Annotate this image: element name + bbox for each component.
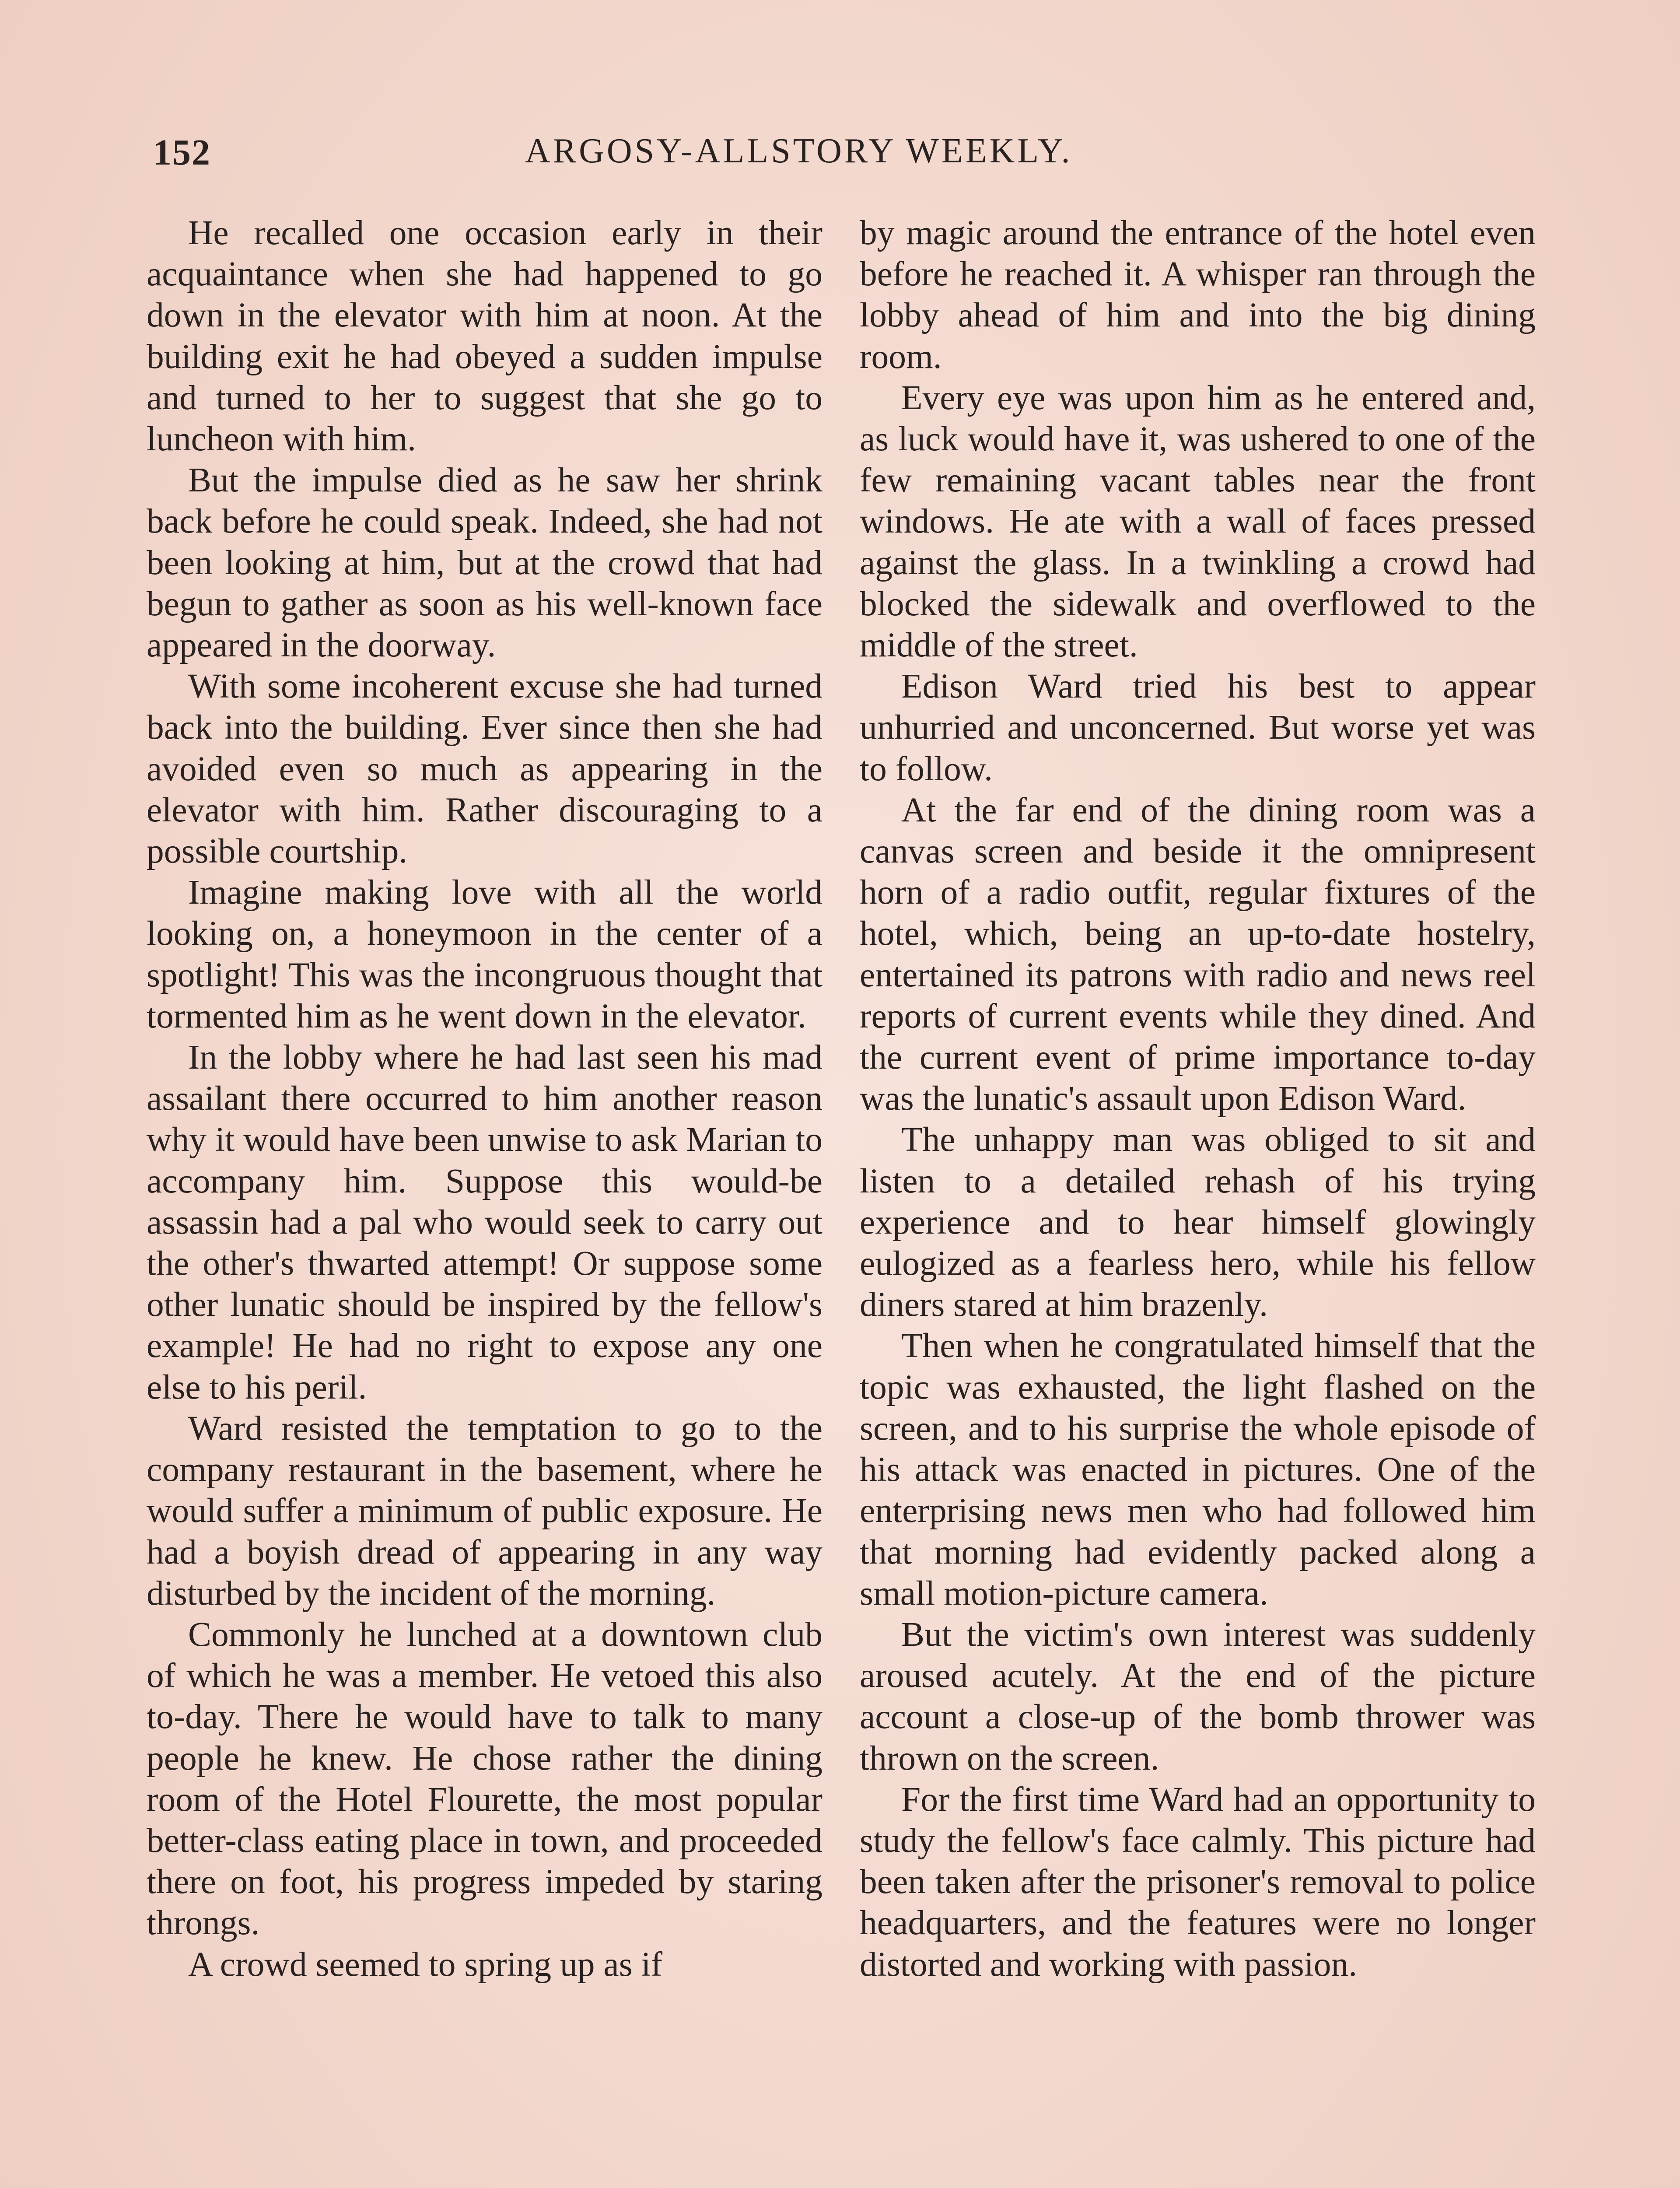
paragraph: Every eye was upon him as he entered and, as luck would have it, was ushered to one of the few remaining vacant tables near the front windows. He ate with a wall of faces pressed against the glass. In a twinkling a crowd had blocked the sidewalk and overflowed to the middle of the street. [860, 378, 1536, 665]
continued-paragraph: by magic around the entrance of the hotel even before he reached it. A whisper ran through the lobby ahead of him and into the big dining room. [860, 214, 1536, 376]
paragraph: But the impulse died as he saw her shrink back before he could speak. Indeed, she had not been looking at him, but at the crowd that had begun to gather as soon as his well-known face appeared in the doorway. [147, 461, 822, 665]
paragraph: With some incoherent excuse she had turned back into the building. Ever since then she had avoided even so much as appearing in the elevator with him. Rather discouraging to a possible courtship. [147, 667, 822, 871]
paragraph: Then when he congratulated himself that the topic was exhausted, the light flashed on the screen, and to his surprise the whole episode of his attack was enacted in pictures. One of the enterprising news men who had followed him that morning had evidently packed along a small motion-picture camera. [860, 1326, 1536, 1613]
right-column [860, 212, 1536, 1985]
paragraph: But the victim's own interest was suddenly aroused acutely. At the end of the picture account a close-up of the bomb thrower was thrown on the screen. [860, 1615, 1536, 1778]
page-number: 152 [153, 132, 211, 173]
paragraph: In the lobby where he had last seen his mad assailant there occurred to him another reason why it would have been unwise to ask Marian to accompany him. Suppose this would-be assassin had a pal who would seek to carry out the other's thwarted attempt! Or suppose some other lunatic should be inspired by the fellow's example! He had no right to expose any one else to his peril. [147, 1038, 822, 1406]
paragraph: Ward resisted the temptation to go to the company restaurant in the basement, where he would suffer a minimum of public exposure. He had a boyish dread of appearing in any way disturbed by the incident of the morning. [147, 1409, 822, 1613]
paragraph: He recalled one occasion early in their acquaintance when she had happened to go down in the elevator with him at noon. At the building exit he had obeyed a sudden impulse and turned to her to suggest that she go to luncheon with him. [147, 214, 822, 459]
left-column [147, 212, 822, 1985]
paragraph: At the far end of the dining room was a canvas screen and beside it the omnipresent horn of a radio outfit, regular fixtures of the hotel, which, being an up-to-date hostelry, entertained its patrons with radio and news reel reports of current events while they dined. And the current event of prime importance to-day was the lunatic's assault upon Edison Ward. [860, 790, 1536, 1118]
page-header [149, 131, 1549, 184]
paragraph: Edison Ward tried his best to appear unhurried and unconcerned. But worse yet was to follow. [860, 667, 1536, 788]
paragraph: Commonly he lunched at a downtown club of which he was a member. He vetoed this also to-day. There he would have to talk to many people he knew. He chose rather the dining room of the Hotel Flourette, the most popular better-class eating place in town, and proceeded there on foot, his progress impeded by staring throngs. [147, 1615, 822, 1943]
paragraph: A crowd seemed to spring up as if [188, 1945, 663, 1984]
paragraph: Imagine making love with all the world looking on, a honeymoon in the center of a spotlight! This was the incongruous thought that tormented him as he went down in the elevator. [147, 873, 822, 1035]
running-title: ARGOSY-ALLSTORY WEEKLY. [525, 132, 1073, 170]
paragraph: For the first time Ward had an opportunity to study the fellow's face calmly. This picture had been taken after the prisoner's removal to police headquarters, and the features were no longer distorted and working with passion. [860, 1780, 1536, 1984]
paragraph: The unhappy man was obliged to sit and listen to a detailed rehash of his trying experience and to hear himself glowingly eulogized as a fearless hero, while his fellow diners stared at him brazenly. [860, 1120, 1536, 1324]
